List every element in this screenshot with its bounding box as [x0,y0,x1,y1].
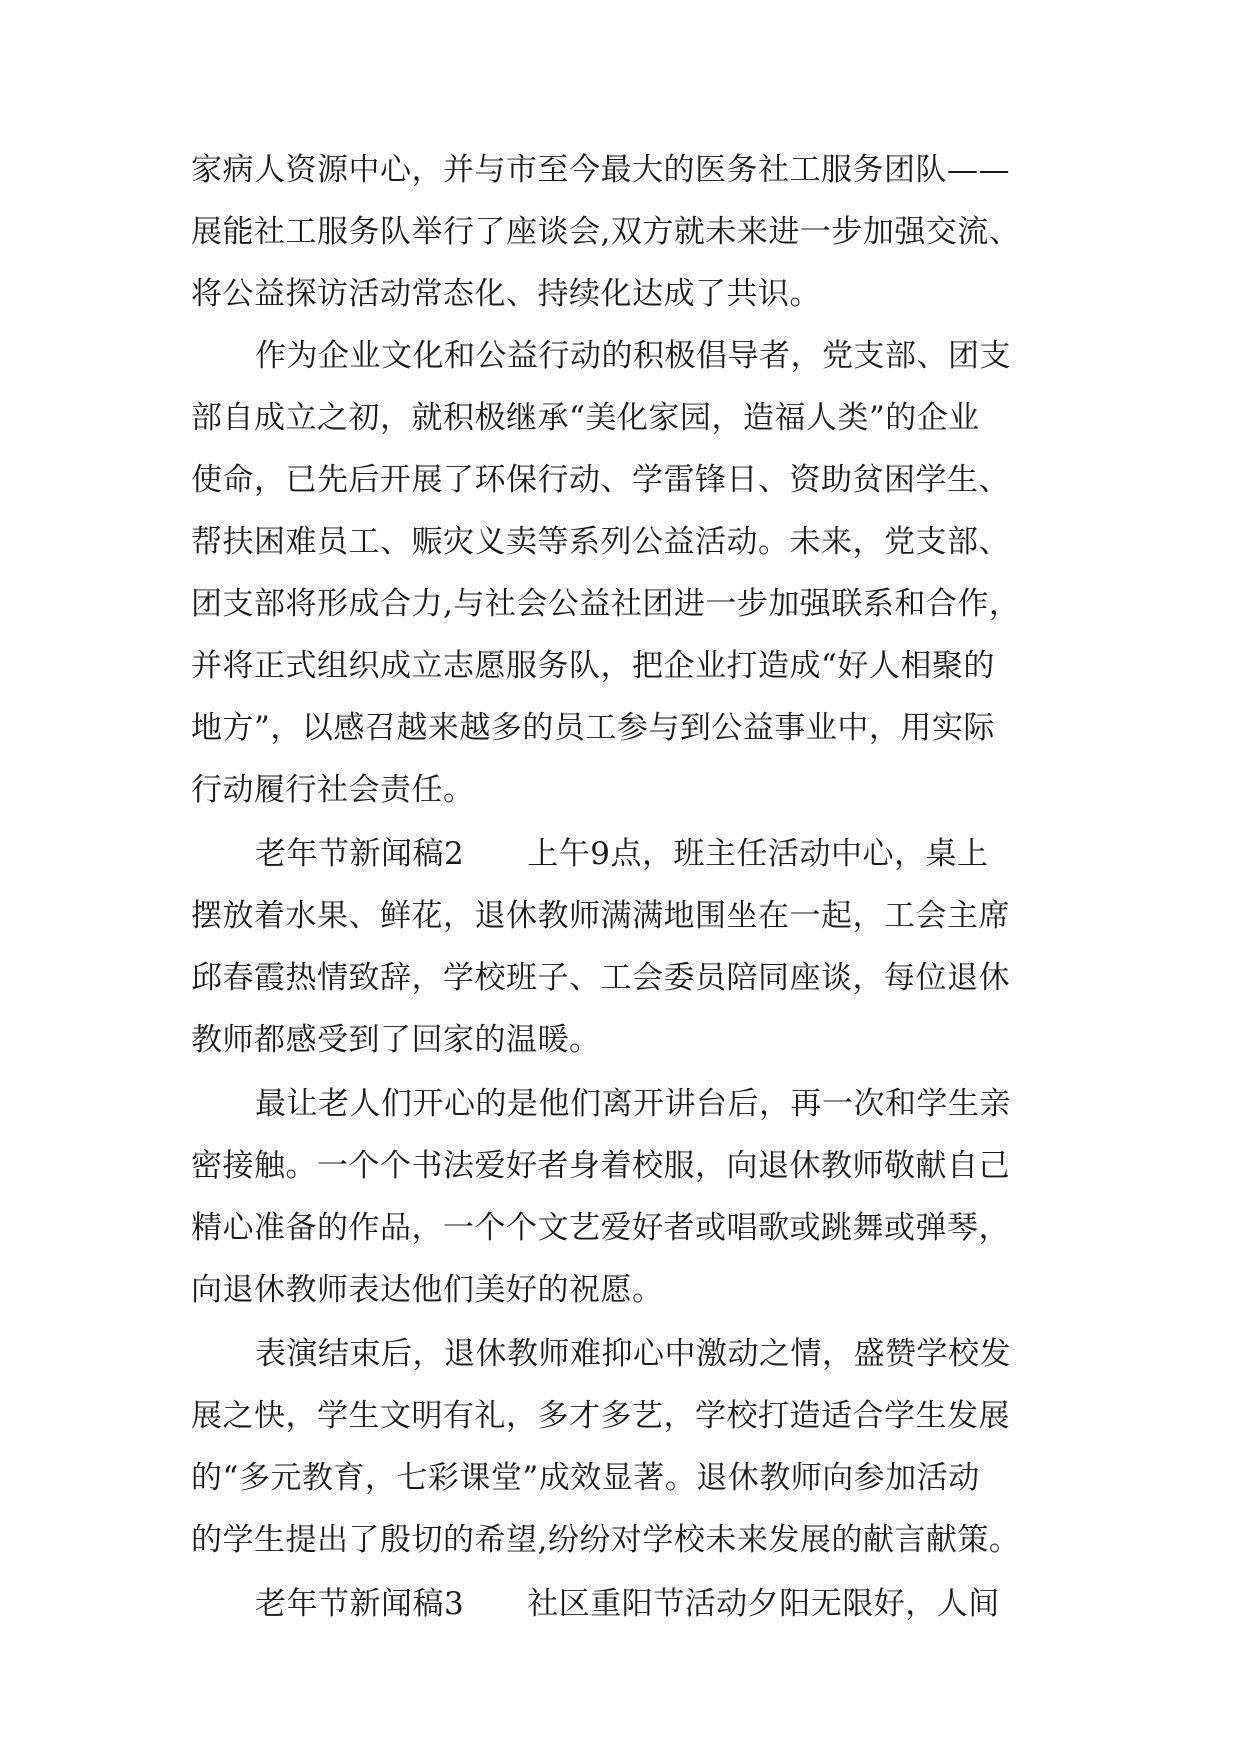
text-line: 展能社工服务队举行了座谈会,双方就未来进一步加强交流、 [191,214,1021,250]
text-line: 并将正式组织成立志愿服务队，把企业打造成“好人相聚的 [191,648,995,684]
text-line: 教师都感受到了回家的温暖。 [191,1022,601,1058]
text-line: 展之快，学生文明有礼，多才多艺，学校打造适合学生发展 [191,1398,1010,1434]
paragraph-start-line: 最让老人们开心的是他们离开讲台后，再一次和学生亲 [255,1086,1011,1122]
text-line: 家病人资源中心，并与市至今最大的医务社工服务团队—— [191,152,1010,188]
text-line: 精心准备的作品，一个个文艺爱好者或唱歌或跳舞或弹琴， [191,1210,1010,1246]
text-line: 的“多元教育，七彩课堂”成效显著。退休教师向参加活动 [191,1460,980,1496]
text-line: 地方”，以感召越来越多的员工参与到公益事业中，用实际 [191,710,995,746]
text-line: 行动履行社会责任。 [191,772,475,808]
paragraph-start-line: 作为企业文化和公益行动的积极倡导者，党支部、团支 [255,338,1011,374]
text-line: 帮扶困难员工、赈灾义卖等系列公益活动。未来，党支部、 [191,524,1010,560]
text-line: 部自成立之初，就积极继承“美化家园，造福人类”的企业 [191,400,980,436]
article-heading-line: 老年节新闻稿3 社区重阳节活动夕阳无限好，人间 [255,1586,1000,1622]
text-line: 摆放着水果、鲜花，退休教师满满地围坐在一起，工会主席 [191,898,1010,934]
text-line: 将公益探访活动常态化、持续化达成了共识。 [191,276,821,312]
text-line: 向退休教师表达他们美好的祝愿。 [191,1272,664,1308]
text-line: 团支部将形成合力,与社会公益社团进一步加强联系和合作， [191,586,1021,622]
text-line: 使命，已先后开展了环保行动、学雷锋日、资助贫困学生、 [191,462,1010,498]
text-line: 密接触。一个个书法爱好者身着校服，向退休教师敬献自己 [191,1148,1010,1184]
text-line: 邱春霞热情致辞，学校班子、工会委员陪同座谈，每位退休 [191,960,1010,996]
paragraph-start-line: 表演结束后，退休教师难抑心中激动之情，盛赞学校发 [255,1336,1011,1372]
article-heading-line: 老年节新闻稿2 上午9点，班主任活动中心，桌上 [255,836,989,872]
text-line: 的学生提出了殷切的希望,纷纷对学校未来发展的献言献策。 [191,1522,1021,1558]
